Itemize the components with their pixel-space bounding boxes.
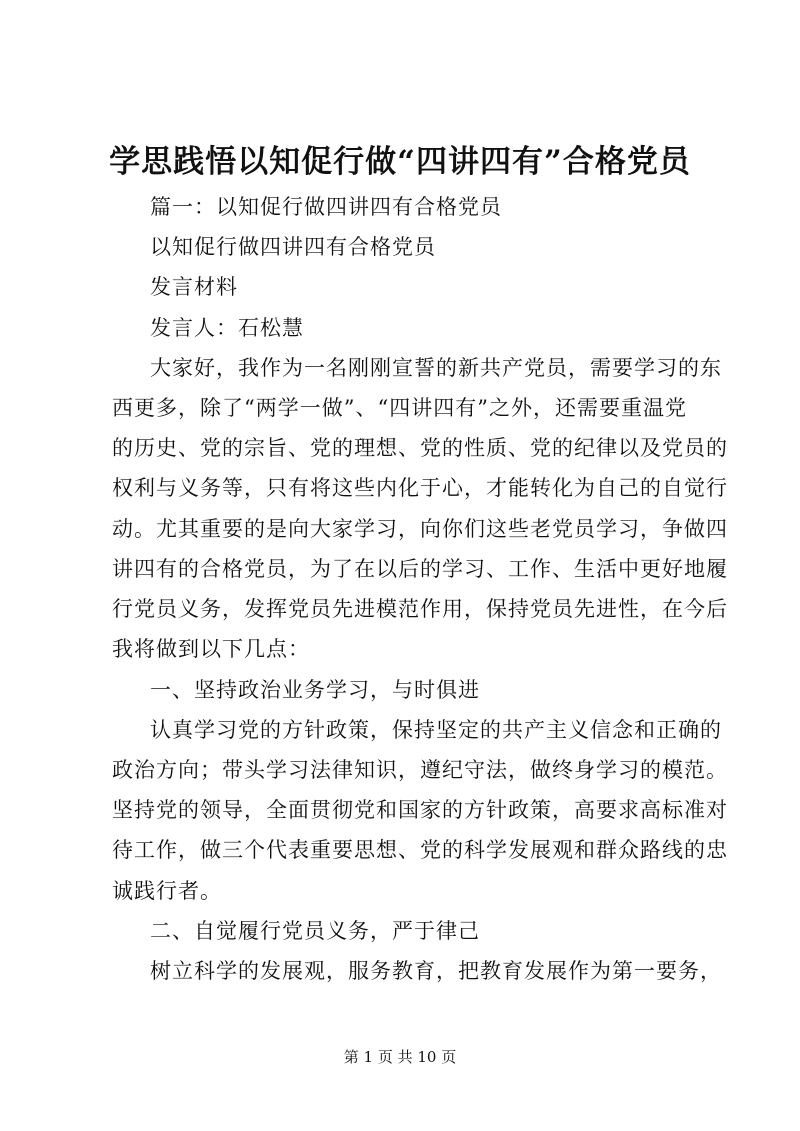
- text-line: 动。尤其重要的是向大家学习，向你们这些老党员学习，争做四: [112, 517, 728, 541]
- text-line: 篇一：以知促行做四讲四有合格党员: [150, 195, 502, 219]
- text-line: 讲四有的合格党员，为了在以后的学习、工作、生活中更好地履: [112, 557, 728, 581]
- document-title: 学思践悟以知促行做“四讲四有”合格党员: [109, 144, 691, 180]
- text-line: 西更多，除了“两学一做”、“四讲四有”之外，还需要重温党: [112, 396, 687, 420]
- text-line: 行党员义务，发挥党员先进模范作用，保持党员先进性，在今后: [112, 597, 728, 621]
- text-line: 大家好，我作为一名刚刚宣誓的新共产党员，需要学习的东: [150, 356, 722, 380]
- text-line: 发言材料: [150, 275, 238, 299]
- section-heading: 一、坚持政治业务学习，与时俱进: [150, 678, 480, 702]
- page-footer: 第 1 页 共 10 页: [343, 1048, 457, 1066]
- text-line: 认真学习党的方针政策，保持坚定的共产主义信念和正确的: [150, 718, 722, 742]
- text-line: 我将做到以下几点：: [112, 637, 310, 661]
- text-line: 权利与义务等，只有将这些内化于心，才能转化为自己的自觉行: [112, 476, 728, 500]
- text-line: 诚践行者。: [112, 879, 222, 903]
- text-line: 树立科学的发展观，服务教育，把教育发展作为第一要务，: [150, 959, 722, 983]
- section-heading: 二、自觉履行党员义务，严于律己: [150, 919, 480, 943]
- text-line: 发言人：石松慧: [150, 316, 304, 340]
- text-line: 坚持党的领导，全面贯彻党和国家的方针政策，高要求高标准对: [112, 798, 728, 822]
- text-line: 政治方向；带头学习法律知识，遵纪守法，做终身学习的模范。: [112, 758, 728, 782]
- text-line: 的历史、党的宗旨、党的理想、党的性质、党的纪律以及党员的: [112, 436, 728, 460]
- text-line: 待工作，做三个代表重要思想、党的科学发展观和群众路线的忠: [112, 838, 728, 862]
- text-line: 以知促行做四讲四有合格党员: [150, 235, 436, 259]
